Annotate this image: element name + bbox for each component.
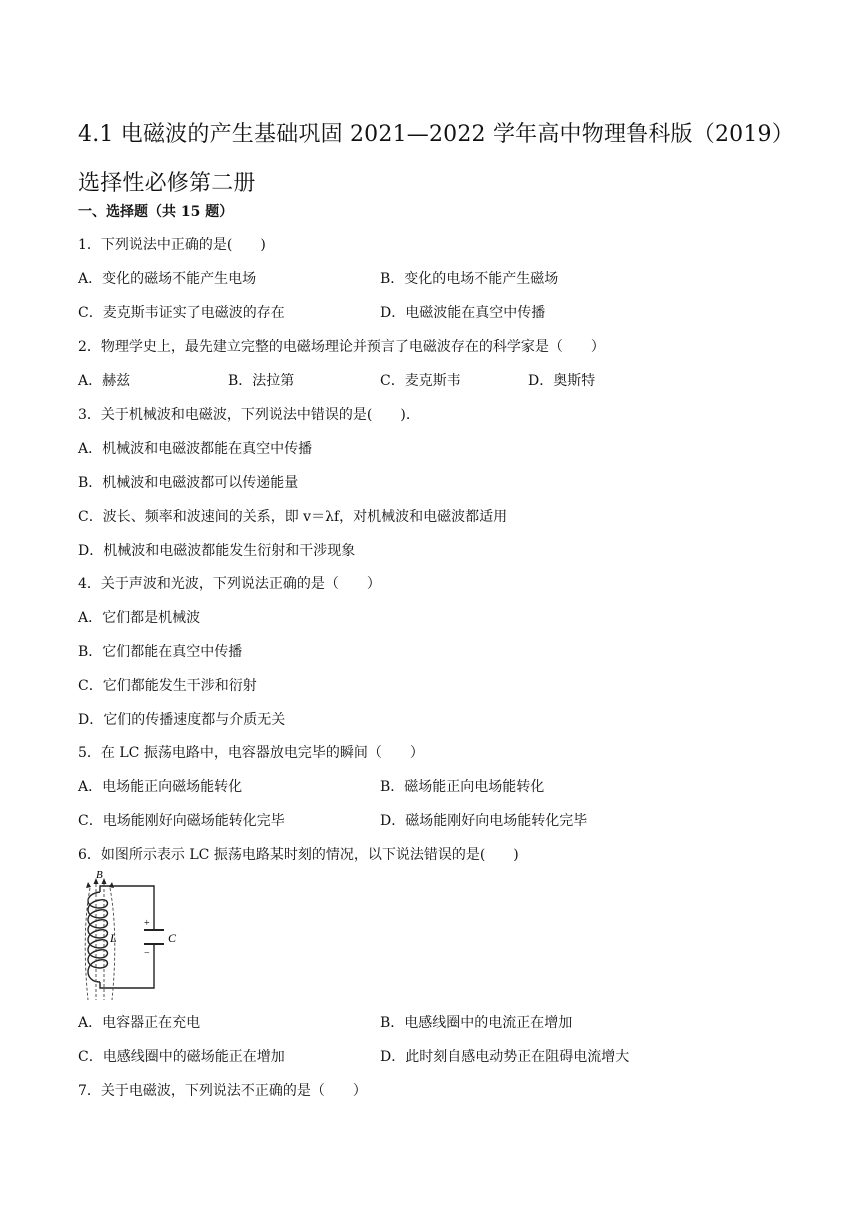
q3-option-c: C．波长、频率和波速间的关系，即 v＝λf，对机械波和电磁波都适用 xyxy=(78,509,508,525)
question-6-stem: 6．如图所示表示 LC 振荡电路某时刻的情况，以下说法错误的是( ) xyxy=(78,847,519,863)
label-c: C xyxy=(168,931,177,945)
q5-option-d: D．磁场能刚好向电场能转化完毕 xyxy=(380,813,588,829)
q2-option-a: A．赫兹 xyxy=(78,373,131,389)
q6-option-b: B．电感线圈中的电流正在增加 xyxy=(380,1015,573,1031)
q5-option-a: A．电场能正向磁场能转化 xyxy=(78,779,243,795)
question-2-stem: 2．物理学史上，最先建立完整的电磁场理论并预言了电磁波存在的科学家是（ ） xyxy=(78,339,605,355)
q3-option-d: D．机械波和电磁波都能发生衍射和干涉现象 xyxy=(78,543,356,559)
inductor-coil xyxy=(88,892,108,982)
q4-option-b: B．它们都能在真空中传播 xyxy=(78,644,243,660)
label-l: L xyxy=(110,931,117,945)
q1-option-d: D．电磁波能在真空中传播 xyxy=(380,305,546,321)
q6-option-c: C．电感线圈中的磁场能正在增加 xyxy=(78,1049,285,1065)
q2-option-d: D．奥斯特 xyxy=(528,373,596,389)
q3-option-a: A．机械波和电磁波都能在真空中传播 xyxy=(78,441,313,457)
q1-option-a: A．变化的磁场不能产生电场 xyxy=(78,271,257,287)
q5-option-b: B．磁场能正向电场能转化 xyxy=(380,779,545,795)
lc-circuit-figure xyxy=(74,870,184,1005)
question-4-stem: 4．关于声波和光波，下列说法正确的是（ ） xyxy=(78,576,381,592)
label-b: B xyxy=(96,870,103,881)
q2-option-c: C．麦克斯韦 xyxy=(380,373,461,389)
q4-option-c: C．它们都能发生干涉和衍射 xyxy=(78,678,257,694)
q6-option-d: D．此时刻自感电动势正在阻碍电流增大 xyxy=(380,1049,630,1065)
document-title: 4.1 电磁波的产生基础巩固 2021—2022 学年高中物理鲁科版（2019）选择性必修第二册 xyxy=(78,122,794,196)
q2-option-b: B．法拉第 xyxy=(228,373,295,389)
label-minus: − xyxy=(144,948,150,959)
q5-option-c: C．电场能刚好向磁场能转化完毕 xyxy=(78,813,285,829)
question-7-stem: 7．关于电磁波，下列说法不正确的是（ ） xyxy=(78,1083,367,1099)
label-plus: + xyxy=(144,918,150,929)
question-1-stem: 1．下列说法中正确的是( ) xyxy=(78,237,266,253)
q1-option-c: C．麦克斯韦证实了电磁波的存在 xyxy=(78,305,285,321)
section-heading: 一、选择题（共 15 题） xyxy=(78,204,234,220)
q4-option-a: A．它们都是机械波 xyxy=(78,610,201,626)
q6-option-a: A．电容器正在充电 xyxy=(78,1015,201,1031)
q3-option-b: B．机械波和电磁波都可以传递能量 xyxy=(78,475,299,491)
q1-option-b: B．变化的电场不能产生磁场 xyxy=(380,271,559,287)
question-3-stem: 3．关于机械波和电磁波，下列说法中错误的是( ). xyxy=(78,407,411,423)
q4-option-d: D．它们的传播速度都与介质无关 xyxy=(78,712,286,728)
question-5-stem: 5．在 LC 振荡电路中，电容器放电完毕的瞬间（ ） xyxy=(78,745,424,761)
